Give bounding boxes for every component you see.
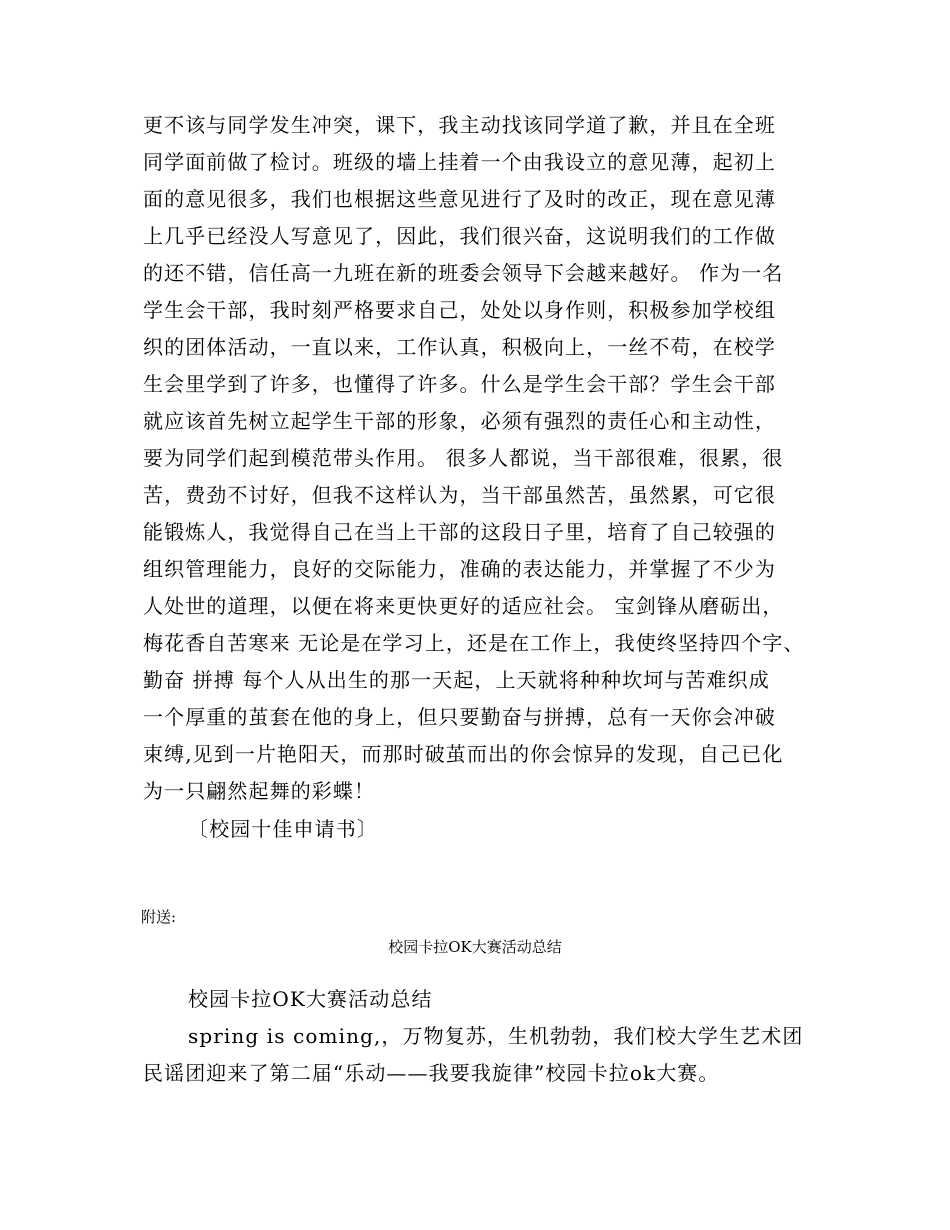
body-text-line: 更不该与同学发生冲突，课下，我主动找该同学道了歉，并且在全班	[143, 113, 776, 137]
body-text-line: 同学面前做了检讨。班级的墙上挂着一个由我设立的意见薄，起初上	[143, 150, 776, 174]
body-text-line: 学生会干部，我时刻严格要求自己，处处以身作则，积极参加学校组	[143, 298, 776, 322]
body-text-line: 一个厚重的茧套在他的身上，但只要勤奋与拼搏，总有一天你会冲破	[143, 705, 776, 729]
body-text-line: spring is coming,，万物复苏，生机勃勃，我们校大学生艺术团	[188, 1024, 804, 1048]
body-text-line: 苦，费劲不讨好，但我不这样认为，当干部虽然苦，虽然累，可它很	[143, 483, 776, 507]
appendix-title: 校园卡拉OK大赛活动总结	[388, 938, 562, 956]
body-text-line: 勤奋 拼搏 每个人从出生的那一天起，上天就将种种坎坷与苦难织成	[143, 668, 770, 692]
body-text-line: 面的意见很多，我们也根据这些意见进行了及时的改正，现在意见薄	[143, 187, 776, 211]
appendix-label: 附送:	[141, 908, 177, 926]
body-text-line: 能锻炼人，我觉得自己在当上干部的这段日子里，培育了自己较强的	[143, 520, 776, 544]
body-text-line: 就应该首先树立起学生干部的形象，必须有强烈的责任心和主动性，	[143, 409, 776, 433]
source-note: 〔校园十佳申请书〕	[188, 817, 378, 841]
body-text-line: 生会里学到了许多，也懂得了许多。什么是学生会干部？学生会干部	[143, 372, 776, 396]
body-text-line: 要为同学们起到模范带头作用。 很多人都说，当干部很难，很累，很	[143, 446, 784, 470]
body-text-line: 束缚,见到一片艳阳天，而那时破茧而出的你会惊异的发现，自己已化	[143, 742, 784, 766]
body-text-line: 为一只翩然起舞的彩蝶！	[143, 779, 376, 803]
body-text-line: 民谣团迎来了第二届“乐动——我要我旋律”校园卡拉ok大赛。	[143, 1061, 720, 1085]
body-text-line: 织的团体活动，一直以来，工作认真，积极向上，一丝不苟，在校学	[143, 335, 776, 359]
body-text-line: 上几乎已经没人写意见了，因此，我们很兴奋，这说明我们的工作做	[143, 224, 776, 248]
body-text-line: 组织管理能力，良好的交际能力，准确的表达能力，并掌握了不少为	[143, 557, 776, 581]
body-text-line: 人处世的道理，以便在将来更快更好的适应社会。 宝剑锋从磨砺出，	[143, 594, 784, 618]
body-text-line: 的还不错，信任高一九班在新的班委会领导下会越来越好。 作为一名	[143, 261, 784, 285]
section-heading: 校园卡拉OK大赛活动总结	[188, 987, 433, 1011]
body-text-line: 梅花香自苦寒来 无论是在学习上，还是在工作上，我使终坚持四个字、	[143, 631, 805, 655]
